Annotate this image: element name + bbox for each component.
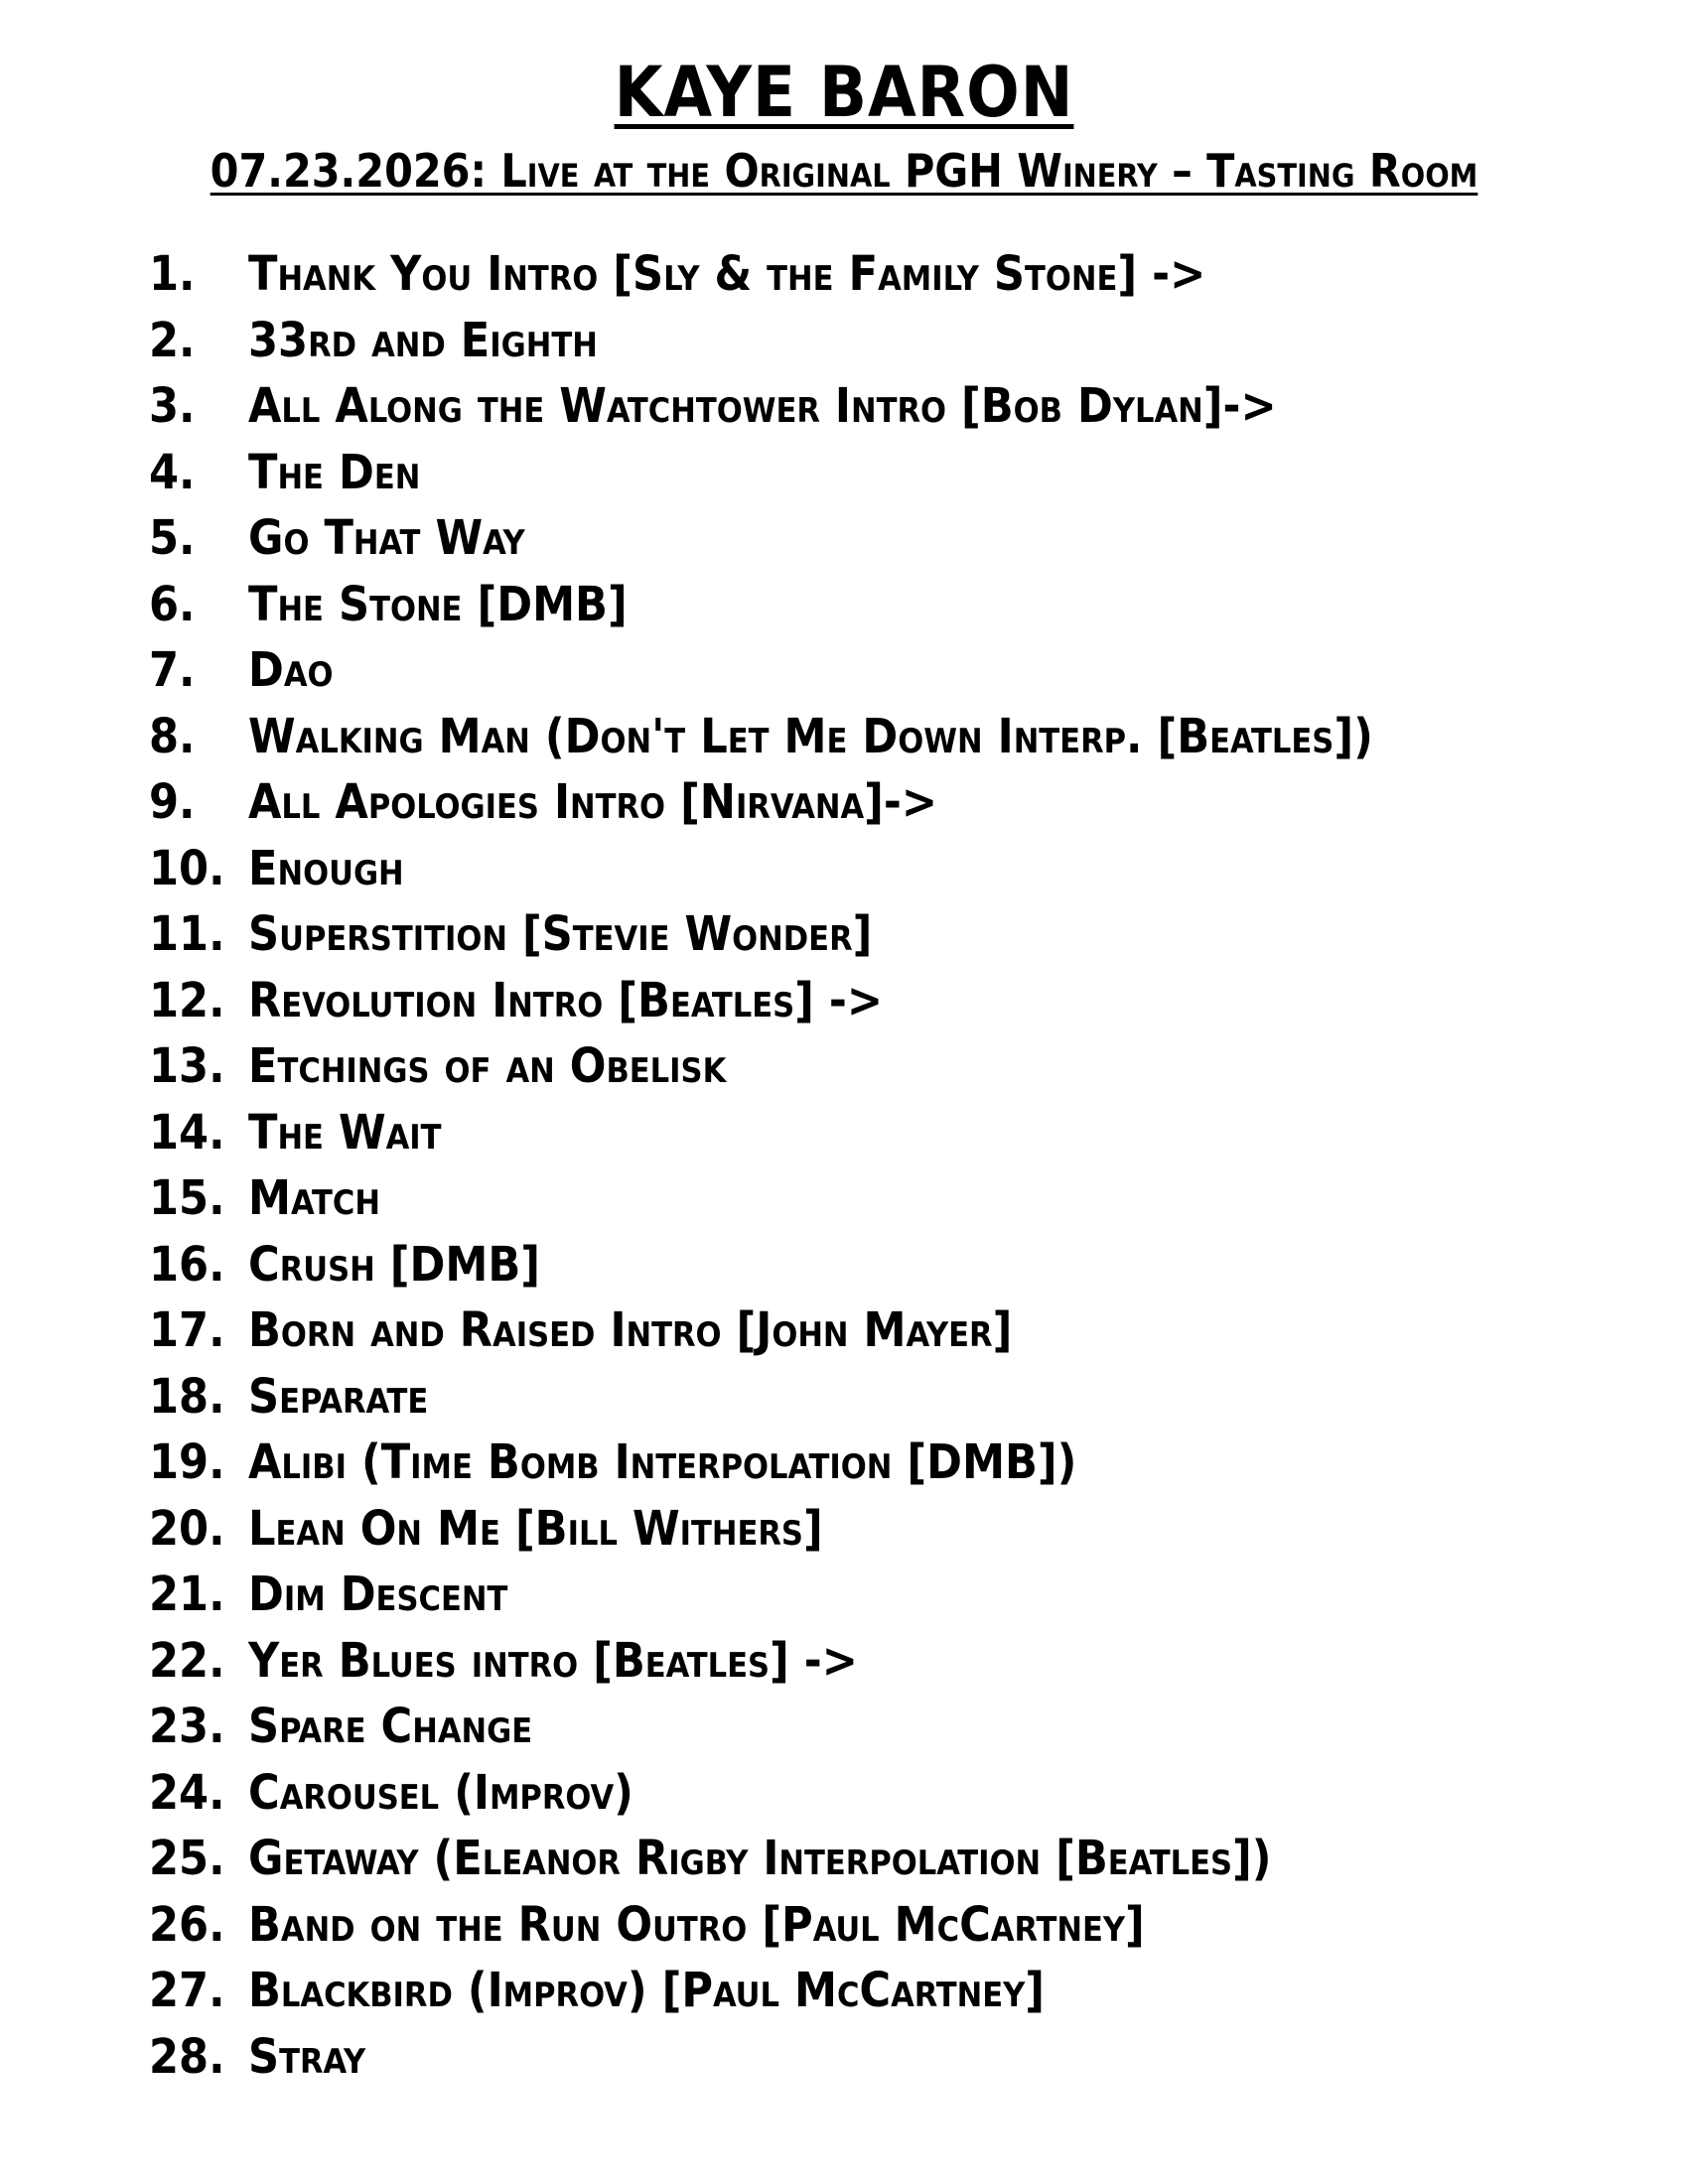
song-number: 6. [149, 576, 196, 632]
setlist-item [0, 1232, 1688, 1298]
song-number: 9. [149, 774, 196, 830]
song-number: 26. [149, 1896, 225, 1953]
song-title: Enough [248, 840, 404, 896]
song-number: 14. [149, 1104, 225, 1160]
song-number: 13. [149, 1038, 225, 1094]
song-number: 1. [149, 246, 196, 302]
song-number: 18. [149, 1368, 225, 1425]
song-title: Stray [248, 2028, 366, 2085]
song-title: Lean On Me [Bill Withers] [248, 1500, 823, 1557]
song-title: Walking Man (Don't Let Me Down Interp. [Beatles]) [248, 708, 1373, 764]
song-title: Spare Change [248, 1699, 533, 1754]
song-title: Dao [248, 642, 334, 698]
setlist-item [0, 1562, 1688, 1628]
song-title: All Along the Watchtower Intro [Bob Dylan]-> [248, 378, 1277, 434]
song-number: 17. [149, 1302, 225, 1358]
song-number: 5. [149, 510, 196, 566]
song-title: Etchings of an Obelisk [248, 1038, 727, 1094]
setlist-item [0, 637, 1688, 704]
song-title: Carousel (Improv) [248, 1764, 633, 1821]
song-number: 21. [149, 1567, 225, 1622]
song-title: Superstition [Stevie Wonder] [248, 906, 873, 962]
setlist-item [0, 1364, 1688, 1431]
setlist-item [0, 241, 1688, 308]
setlist-item [0, 440, 1688, 506]
setlist-item [0, 1694, 1688, 1760]
song-title: All Apologies Intro [Nirvana]-> [248, 774, 938, 830]
setlist-item [0, 704, 1688, 770]
setlist [0, 241, 1688, 2090]
artist-title: KAYE BARON [614, 52, 1074, 133]
song-number: 3. [149, 378, 196, 434]
song-number: 19. [149, 1434, 225, 1490]
song-title: Band on the Run Outro [Paul McCartney] [248, 1896, 1145, 1953]
song-title: Revolution Intro [Beatles] -> [248, 972, 884, 1028]
song-title: Yer Blues intro [Beatles] -> [248, 1632, 858, 1689]
setlist-item [0, 1628, 1688, 1695]
song-title: Match [248, 1170, 380, 1226]
setlist-item [0, 901, 1688, 968]
song-number: 12. [149, 972, 225, 1028]
setlist-item [0, 769, 1688, 836]
setlist-item [0, 1033, 1688, 1100]
setlist-item [0, 1100, 1688, 1166]
song-number: 2. [149, 312, 196, 368]
setlist-item [0, 505, 1688, 572]
song-number: 25. [149, 1831, 225, 1886]
song-title: Getaway (Eleanor Rigby Interpolation [Beatles]) [248, 1831, 1272, 1886]
song-number: 22. [149, 1632, 225, 1689]
song-number: 7. [149, 642, 196, 698]
setlist-item [0, 2024, 1688, 2091]
song-title: Alibi (Time Bomb Interpolation [DMB]) [248, 1434, 1077, 1490]
song-title: 33rd and Eighth [248, 312, 598, 368]
song-title: The Stone [DMB] [248, 576, 628, 632]
song-number: 16. [149, 1236, 225, 1293]
setlist-item [0, 373, 1688, 440]
song-title: Thank You Intro [Sly & the Family Stone] -> [248, 246, 1206, 302]
song-number: 15. [149, 1170, 225, 1226]
song-number: 28. [149, 2028, 225, 2085]
song-number: 20. [149, 1500, 225, 1557]
setlist-item [0, 1760, 1688, 1827]
song-title: Separate [248, 1368, 429, 1425]
event-subtitle: 07.23.2026: Live at the Original PGH Winery – Tasting Room [210, 144, 1478, 198]
setlist-item [0, 1430, 1688, 1496]
setlist-item [0, 1496, 1688, 1563]
song-number: 11. [149, 906, 225, 962]
song-number: 10. [149, 840, 225, 896]
song-title: The Wait [248, 1104, 442, 1160]
setlist-item [0, 308, 1688, 374]
song-title: Crush [DMB] [248, 1236, 540, 1293]
setlist-item [0, 1892, 1688, 1959]
setlist-item [0, 1165, 1688, 1232]
song-title: Go That Way [248, 510, 525, 566]
setlist-item [0, 1958, 1688, 2024]
song-number: 27. [149, 1963, 225, 2018]
song-title: The Den [248, 444, 421, 500]
song-title: Dim Descent [248, 1567, 508, 1622]
setlist-item [0, 968, 1688, 1034]
song-number: 23. [149, 1699, 225, 1754]
song-number: 24. [149, 1764, 225, 1821]
setlist-item [0, 1826, 1688, 1892]
setlist-item [0, 1297, 1688, 1364]
song-title: Blackbird (Improv) [Paul McCartney] [248, 1963, 1046, 2018]
setlist-item [0, 572, 1688, 638]
song-number: 8. [149, 708, 196, 764]
song-number: 4. [149, 444, 196, 500]
song-title: Born and Raised Intro [John Mayer] [248, 1302, 1013, 1358]
setlist-item [0, 836, 1688, 902]
